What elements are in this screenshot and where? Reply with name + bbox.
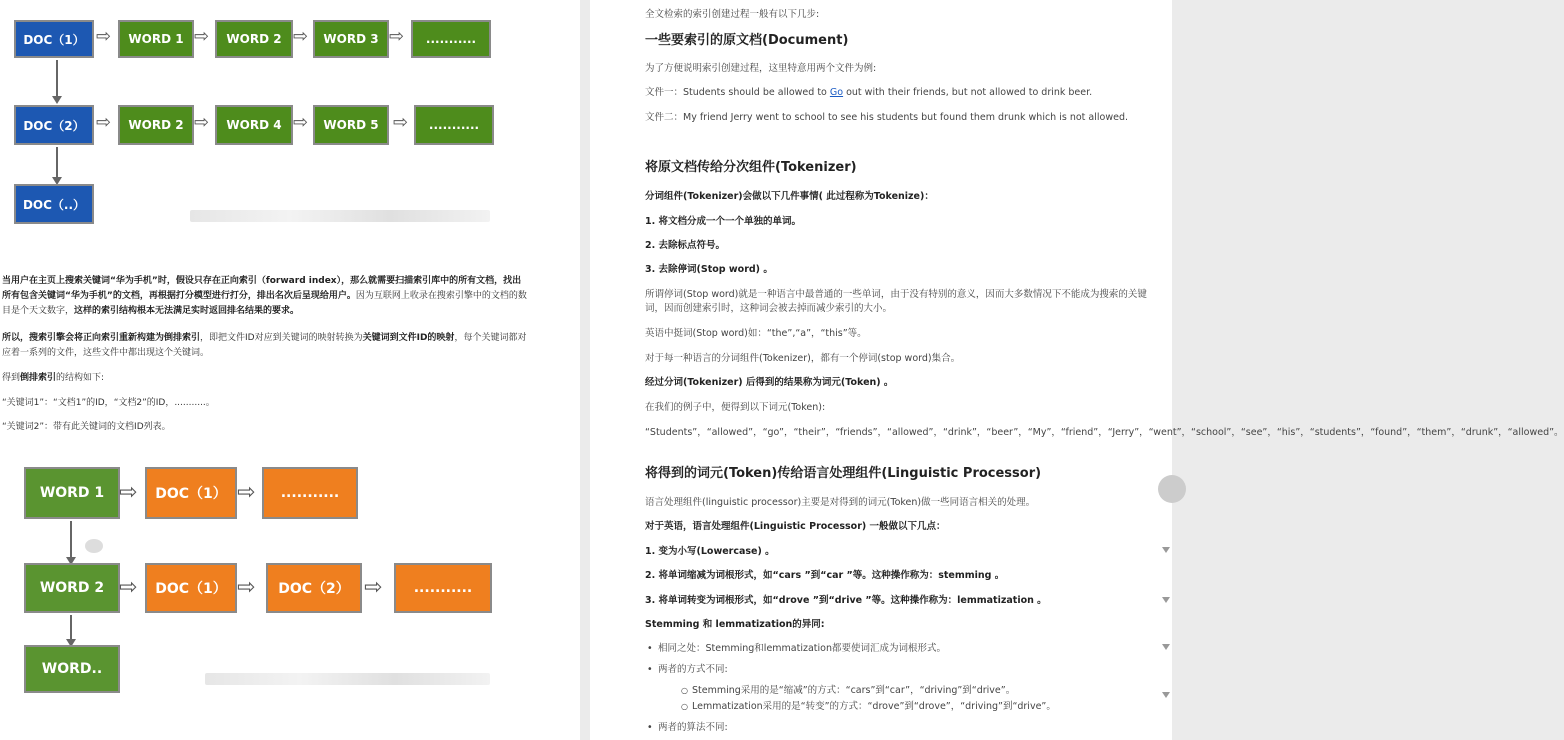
body-text: ，每个关键词都对应着一系列的文件，这些文件中都出现这个关键词。 [2,333,527,358]
diagram2-box: ........... [262,467,358,519]
body-text: ，即把文件ID对应到关键词的映射转换为 [200,333,363,343]
arrow-right-icon: ⇨ [96,112,112,133]
list-item: • 两者的方式不同: [658,663,1158,677]
smudge-icon [85,539,103,553]
diagram1-box: WORD 5 [313,105,389,145]
body-text: 得到 [2,373,21,383]
bold-text: 倒排索引 [20,373,57,383]
arrow-right-icon: ⇨ [293,26,309,47]
scroll-button[interactable] [1158,475,1186,503]
arrow-right-icon: ⇨ [364,575,383,600]
diagram1-box: DOC（2） [14,105,94,145]
bold-text: 3. 去除停词(Stop word) 。 [645,264,773,275]
diagram1-box: WORD 4 [215,105,293,145]
diagram1-box: DOC（1） [14,20,94,58]
section-heading: 将原文档传给分次组件(Tokenizer) [645,160,857,175]
arrow-right-icon: ⇨ [237,480,256,505]
bold-text: 关键词到文件ID的映射 [362,333,455,343]
diagram2-box: WORD 1 [24,467,120,519]
arrow-right-icon: ⇨ [119,575,138,600]
list-item: ○ Stemming采用的是“缩减”的方式：“cars”到“car”，“driving”到“drive”。 [692,684,1162,698]
bold-text: 经过分词(Tokenizer) 后得到的结果称为词元(Token) 。 [645,377,894,388]
go-link[interactable]: Go [829,87,844,98]
diagram2-box: DOC（1） [145,563,237,613]
list-item: • 相同之处：Stemming和lemmatization都要使词汇成为词根形式。 [658,642,1158,656]
body-text: 因为互联网上收录在搜索引擎中的文档的数目是个天文数字， [2,291,527,316]
bold-text: 所以，搜索引擎会将正向索引重新构建为倒排索引 [2,333,201,343]
arrow-right-icon: ⇨ [293,112,309,133]
right-page [590,0,1564,740]
bold-text: 对于英语，语言处理组件(Linguistic Processor) 一般做以下几点： [645,521,946,532]
arrow-right-icon: ⇨ [96,26,112,47]
diagram2-box: WORD 2 [24,563,120,613]
keyword1-line: “关键词1”：“文档1”的ID，“文档2”的ID，...........。 [2,398,215,408]
body-text: 在我们的例子中，便得到以下词元(Token): [645,402,826,413]
structure-intro [2,371,527,386]
diagram1-box: WORD 3 [313,20,389,58]
bold-text: 3. 将单词转变为词根形式，如“drove ”到“drive ”等。这种操作称为：lemmatization 。 [645,595,1047,606]
arrow-right-icon: ⇨ [393,112,409,133]
token-list: “Students”，“allowed”，“go”，“their”，“friends”，“allowed”，“drink”，“beer”，“My”，“friend”，“Jerry”，“went”，“school”，“see”，“his”，“students”，“found”，“them”，“drunk”，“allowed”。 [645,427,1564,438]
arrow-right-icon: ⇨ [389,26,405,47]
diagram1-box: DOC（..） [14,184,94,224]
bold-text: 当用户在主页上搜索关键词“华为手机”时，假设只存在正向索引（forward index），那么就需要扫描索引库中的所有文档，找出所有包含关键词“华为手机”的文档，再根据打分模型进行打分，排出名次后呈现给用户。 [2,276,522,301]
bold-text: 分词组件(Tokenizer)会做以下几件事情( 此过程称为Tokenize)： [645,191,934,202]
forward-index-diagram [0,0,530,240]
diagram2-box: DOC（1） [145,467,237,519]
body-text: 为了方便说明索引创建过程，这里特意用两个文件为例: [645,63,877,74]
diagram1-box: WORD 2 [215,20,293,58]
list-item: • 两者的算法不同: [658,721,1158,735]
body-text: out with their friends, but not allowed to drink beer. [843,87,1093,98]
chevron-down-icon[interactable] [1162,547,1170,553]
forward-index-explanation [2,274,527,319]
arrow-down-icon [56,60,58,96]
bold-text: 1. 变为小写(Lowercase) 。 [645,546,775,557]
diagram1-box: ........... [414,105,494,145]
arrow-down-icon [56,147,58,177]
body-text: 语言处理组件(linguistic processor)主要是对得到的词元(Token)做一些同语言相关的处理。 [645,497,1036,508]
diagram1-box: WORD 2 [118,105,194,145]
file2-text: 文件二：My friend Jerry went to school to see his students but found them drunk which is not allowed. [645,112,1128,123]
keyword2-line: “关键词2”：带有此关键词的文档ID列表。 [2,422,171,432]
arrow-right-icon: ⇨ [194,112,210,133]
chevron-down-icon[interactable] [1162,644,1170,650]
section-heading: 将得到的词元(Token)传给语言处理组件(Linguistic Processor) [645,466,1042,481]
left-page [0,0,580,740]
bold-text: 2. 去除标点符号。 [645,240,726,251]
body-text: 英语中挺词(Stop word)如：“the”,“a”，“this”等。 [645,328,867,339]
bold-text: 这样的索引结构根本无法满足实时返回排名结果的要求。 [74,306,300,316]
diagram1-box: WORD 1 [118,20,194,58]
arrow-right-icon: ⇨ [119,480,138,505]
intro-text: 全文检索的索引创建过程一般有以下几步: [645,9,820,20]
inverted-index-explanation [2,331,527,361]
body-text: 所谓停词(Stop word)就是一种语言中最普通的一些单词，由于没有特别的意义，因而大多数情况下不能成为搜索的关键词，因而创建索引时，这种词会被去掉而减少索引的大小。 [645,289,1147,314]
chevron-down-icon[interactable] [1162,597,1170,603]
watermark-blur [190,210,490,222]
arrow-right-icon: ⇨ [237,575,256,600]
file1-text [645,86,1165,100]
bold-text: 2. 将单词缩减为词根形式，如“cars ”到“car ”等。这种操作称为：stemming 。 [645,570,1005,581]
diagram1-box: ........... [411,20,491,58]
list-item: ○ Lemmatization采用的是“转变”的方式：“drove”到“drove”，“driving”到“drive”。 [692,700,1162,714]
diagram2-box: ........... [394,563,492,613]
body-text: 对于每一种语言的分词组件(Tokenizer)，都有一个停词(stop word)集合。 [645,353,961,364]
bold-text: 1. 将文档分成一个一个单独的单词。 [645,216,802,227]
arrow-down-icon [70,521,72,557]
arrow-down-icon [70,615,72,639]
body-text: 文件一：Students should be allowed to [645,87,830,98]
chevron-down-icon[interactable] [1162,692,1170,698]
body-text: 的结构如下: [56,373,105,383]
section-heading: 一些要索引的原文档(Document) [645,33,849,48]
bold-text: Stemming 和 lemmatization的异同: [645,619,825,630]
watermark-blur [205,673,490,685]
diagram2-box: WORD.. [24,645,120,693]
inverted-index-diagram [0,455,530,740]
arrow-right-icon: ⇨ [194,26,210,47]
diagram2-box: DOC（2） [266,563,362,613]
